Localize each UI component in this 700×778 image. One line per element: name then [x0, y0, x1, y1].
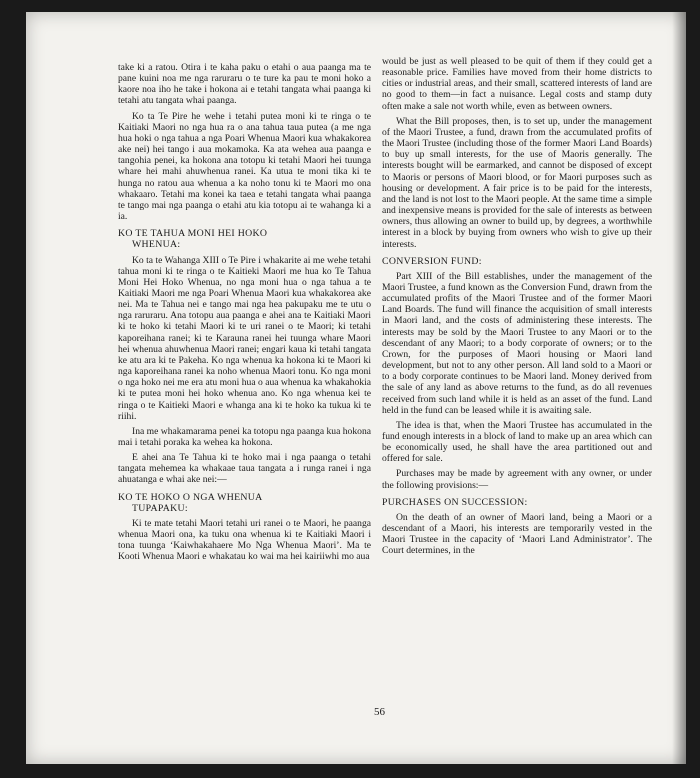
- heading-line: TUPAPAKU:: [132, 502, 188, 514]
- section-heading: PURCHASES ON SUCCESSION:: [382, 496, 528, 508]
- paragraph: On the death of an owner of Maori land, being a Maori or a descendant of a Maori, his interests are temporarily vested in the Maori Trustee in the capacity of ‘Maori Land Administrator’. The Court determines, in the: [382, 511, 652, 557]
- left-column-maori-text: [118, 62, 371, 567]
- paragraph: E ahei ana Te Tahua ki te hoko mai i nga paanga o tetahi tangata mehemea ka whakaae taua tangata a i runga ranei i nga ahuatanga e whai ake nei:—: [118, 452, 371, 486]
- heading-line: WHENUA:: [132, 239, 181, 251]
- paragraph: take ki a ratou. Otira i te kaha paku o etahi o aua paanga ma te pane kuini noa me nga raruraru o te ture ka pau te moni hoko a kaore noa iho he take i hokona ai e tetahi tangata whai paanga ki tetahi atu tangata whai paanga.: [118, 62, 371, 107]
- paragraph: Ki te mate tetahi Maori tetahi uri ranei o te Maori, he paanga whenua Maori ona, ka tuku ona whenua ki te Kaitiaki Maori i tona tuunga ‘Kaiwhakahaere Mo Nga Whenua Maori’. Ma te Kooti Whenua Maori e whakatau ko wai ma hei kairiiwhi mo aua: [118, 517, 371, 563]
- page-number: 56: [374, 706, 385, 718]
- paragraph: What the Bill proposes, then, is to set up, under the management of the Maori Trustee, a fund, drawn from the accumulated profits of the Maori Trustee (including those of the former Maori Land Boards) to buy up small interests, for the use of Maoris generally. The interests bought will be earmarked, and cannot be disposed of except to Maoris or persons of Maori blood, or for Maori purposes such as housing or development. A fair price is to be paid for the interests, and the land is not lost to the Maori people. At the same time a simple and inexpensive means is provided for the sale of interests as between owners, thus allowing an owner to build up, by degrees, a worthwhile interest in a block by buying from owners who wish to give up their interests.: [382, 115, 652, 250]
- section-heading: CONVERSION FUND:: [382, 255, 482, 267]
- paragraph: Ko ta te Wahanga XIII o Te Pire i whakarite ai me wehe tetahi tahua moni ki te ringa o te Kaitieki Maori me hua ko Te Tahua Moni Hei Hoko Whenua, no nga moni hua o nga tahua a te Kaitiaki Maori me nga Poari Whenua Maori kua whakakorea ake nei. Ma te Tahua nei e tango mai nga hea pakupaku me te utu o nga raruraru. Ana totopu aua paanga e ahei ana te Kaitiaki Maori ki te hoko ki tetahi Maori ki te uri ranei o te Maori; ki tetahi kaporeihana ranei; ki te Karauna ranei hei tuunga whare Maori hei whenua ahuwhenua Maori ranei; engari kaua ki tetahi tangata ke atu ara ki te Pakeha. Ko nga whenua ka hokona ki te Maori ki nga kaporeihana ranei ka noho whenua Maori tonu. Ko nga moni o nga hoko nei me era atu moni hua o aua whenua ka whakahokia ki te putea moni hei hoko whenua ano. Ko nga whenua kei te ringa o te Kaitieki Maori e whanga ana ki te hoko ka tukua ki te riihi.: [118, 254, 371, 422]
- paragraph: Ko ta Te Pire he wehe i tetahi putea moni ki te ringa o te Kaitiaki Maori no nga hua ra o ana tahua taua putea (a me nga hua hoki o nga tahua a nga Poari Whenua Maori kua whakakorea ake nei) hei tango i aua mokamoka. Ka ata wehea aua paanga e tangohia penei, ka hokona ana totopu ki tetahi Maori hei tuunga whare hei mahi ahuwhenua ranei. Ka utua te moni tika ki te hunga no ratou aua whenua a ka noho tonu ki te Maori mo ona whakaaro. Tetahi ma konei ka taea e tetahi tangata whai paanga te tango mai nga paanga o etahi atu kia totopu ai te wahanga ki a ia.: [118, 110, 371, 223]
- page-edge-shadow: [672, 12, 686, 764]
- document-page: [26, 12, 686, 764]
- heading-line: KO TE TAHUA MONI HEI HOKO: [118, 228, 268, 240]
- heading-line: KO TE HOKO O NGA WHENUA: [118, 491, 263, 503]
- paragraph: Purchases may be made by agreement with any owner, or under the following provisions:—: [382, 468, 652, 491]
- paragraph: would be just as well pleased to be quit of them if they could get a reasonable price. Families have moved from their home districts to cities or industrial areas, and their small, scattered interests of land are no good to them—in fact a nuisance. Legal costs and stamp duty often make a sale not worth while, even as between owners.: [382, 56, 652, 112]
- paragraph: The idea is that, when the Maori Trustee has accumulated in the fund enough interests in a block of land to make up an area which can be economically used, he shall have the area partitioned out and offered for sale.: [382, 419, 652, 465]
- section-heading: [118, 492, 371, 514]
- section-heading: [118, 228, 371, 250]
- paragraph: Ina me whakamarama penei ka totopu nga paanga kua hokona mai i tetahi poraka ka wehea ka hokona.: [118, 425, 371, 448]
- paragraph: Part XIII of the Bill establishes, under the management of the Maori Trustee, a fund known as the Conversion Fund, drawn from the accumulated profits of the Maori Trustee and of the former Maori Land Boards. The fund will finance the acquisition of small interests in Maori land, and the costs of administering these interests. The interests may be sold by the Maori Trustee to any Maori or to the descendant of any Maori; to a body corporate of owners; or to the Crown, for the purposes of Maori housing or Maori land development, but not to any other person. All land sold to a Maori or to a body corporate continues to be Maori land. Money derived from the sale of any land as above returns to the fund, as do all revenues received from such land while it is held as an asset of the fund. Land held in the fund can be leased while it is awaiting sale.: [382, 270, 652, 416]
- right-column-english-text: [382, 56, 652, 561]
